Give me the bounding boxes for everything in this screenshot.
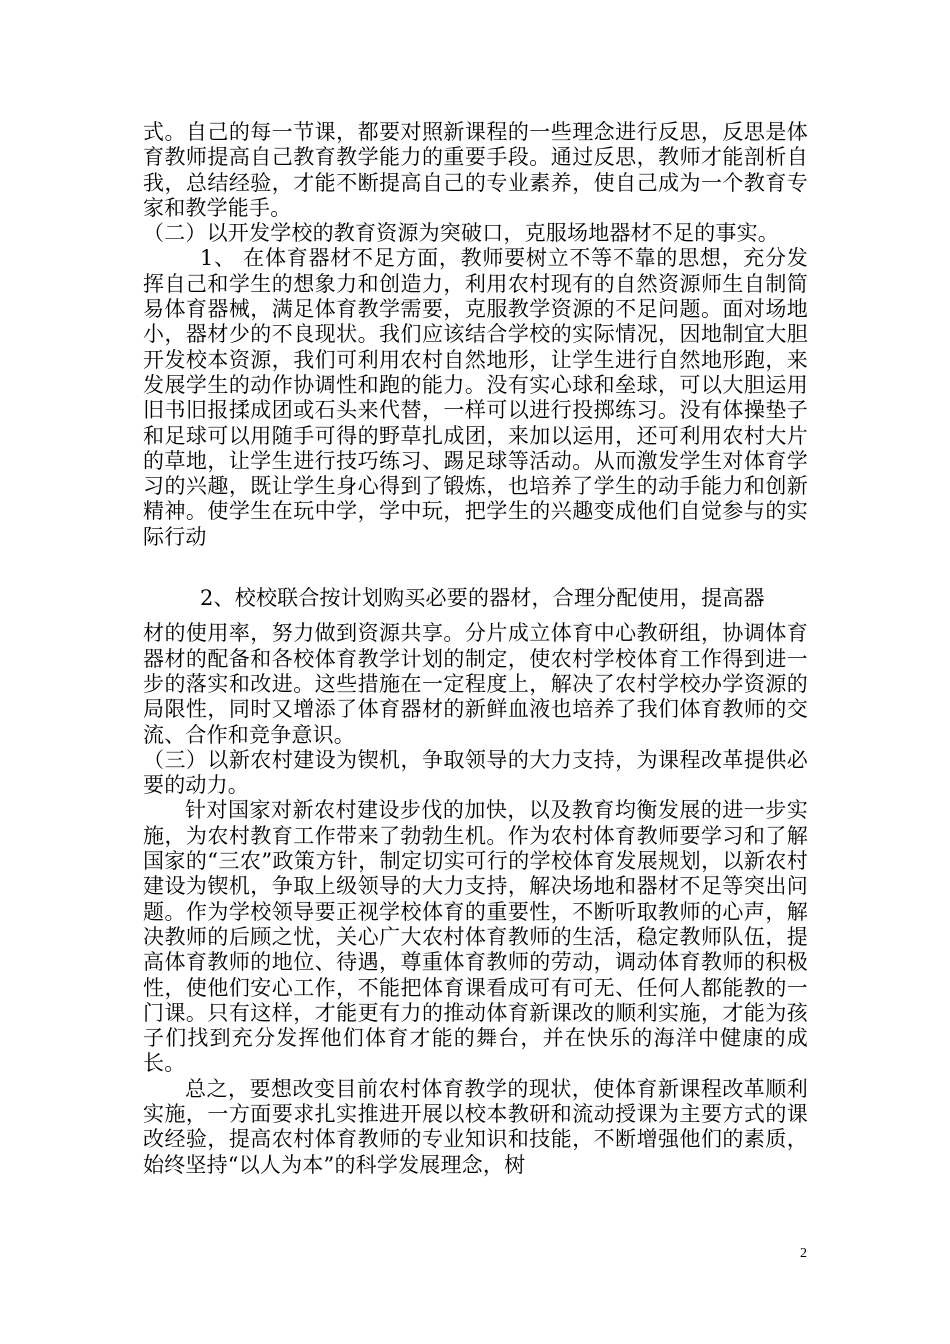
paragraph-reflection: 式。自己的每一节课，都要对照新课程的一些理念进行反思，反思是体育教师提高自己教育教学能力的重要手段。通过反思，教师才能剖析自我，总结经验，才能不断提高自己的专业素养，使自己成为一个教育专家和教学能手。 bbox=[143, 120, 808, 220]
paragraph-joint-purchase-first-line: 2、校校联合按计划购买必要的器材，合理分配使用，提高器 bbox=[200, 586, 765, 611]
paragraph-conclusion: 总之，要想改变目前农村体育教学的现状，使体育新课程改革顺利实施，一方面要求扎实推进开展以校本教研和流动授课为主要方式的课改经验，提高农村体育教师的专业知识和技能，不断增强他们的素质，始终坚持“以人为本”的科学发展理念，树 bbox=[143, 1076, 808, 1177]
section-heading-three: （三）以新农村建设为锲机，争取领导的大力支持，为课程改革提供必要的动力。 bbox=[143, 747, 808, 798]
paragraph-new-countryside: 针对国家对新农村建设步伐的加快，以及教育均衡发展的进一步实施，为农村教育工作带来了勃勃生机。作为农村体育教师要学习和了解国家的“三农”政策方针，制定切实可行的学校体育发展规划，以新农村建设为锲机，争取上级领导的大力支持，解决场地和器材不足等突出问题。作为学校领导要正视学校体育的重要性，不断听取教师的心声，解决教师的后顾之忧，关心广大农村体育教师的生活，稳定教师队伍，提高体育教师的地位、待遇，尊重体育教师的劳动，调动体育教师的积极性，使他们安心工作，不能把体育课看成可有可无、任何人都能教的一门课。只有这样，才能更有力的推动体育新课改的顺利实施，才能为孩子们找到充分发挥他们体育才能的舞台，并在快乐的海洋中健康的成长。 bbox=[143, 798, 808, 1076]
paragraph-equipment-shortage: 1、 在体育器材不足方面，教师要树立不等不靠的思想，充分发挥自己和学生的想象力和创造力，利用农村现有的自然资源师生自制简易体育器械，满足体育教学需要，克服教学资源的不足问题。面对场地小，器材少的不良现状。我们应该结合学校的实际情况，因地制宜大胆开发校本资源，我们可利用农村自然地形，让学生进行自然地形跑，来发展学生的动作协调性和跑的能力。没有实心球和垒球，可以大胆运用旧书旧报揉成团或石头来代替，一样可以进行投掷练习。没有体操垫子和足球可以用随手可得的野草扎成团，来加以运用，还可利用农村大片的草地，让学生进行技巧练习、踢足球等活动。从而激发学生对体育学习的兴趣，既让学生身心得到了锻炼，也培养了学生的动手能力和创新精神。使学生在玩中学，学中玩，把学生的兴趣变成他们自觉参与的实际行动 bbox=[143, 246, 808, 549]
section-heading-two: （二）以开发学校的教育资源为突破口，克服场地器材不足的事实。 bbox=[143, 221, 779, 246]
document-page bbox=[143, 120, 808, 1178]
paragraph-joint-purchase: 材的使用率，努力做到资源共享。分片成立体育中心教研组，协调体育器材的配备和各校体育教学计划的制定，使农村学校体育工作得到进一步的落实和改进。这些措施在一定程度上，解决了农村学校办学资源的局限性，同时又增添了体育器材的新鲜血液也培养了我们体育教师的交流、合作和竞争意识。 bbox=[143, 621, 808, 747]
page-number: 2 bbox=[800, 1246, 807, 1261]
